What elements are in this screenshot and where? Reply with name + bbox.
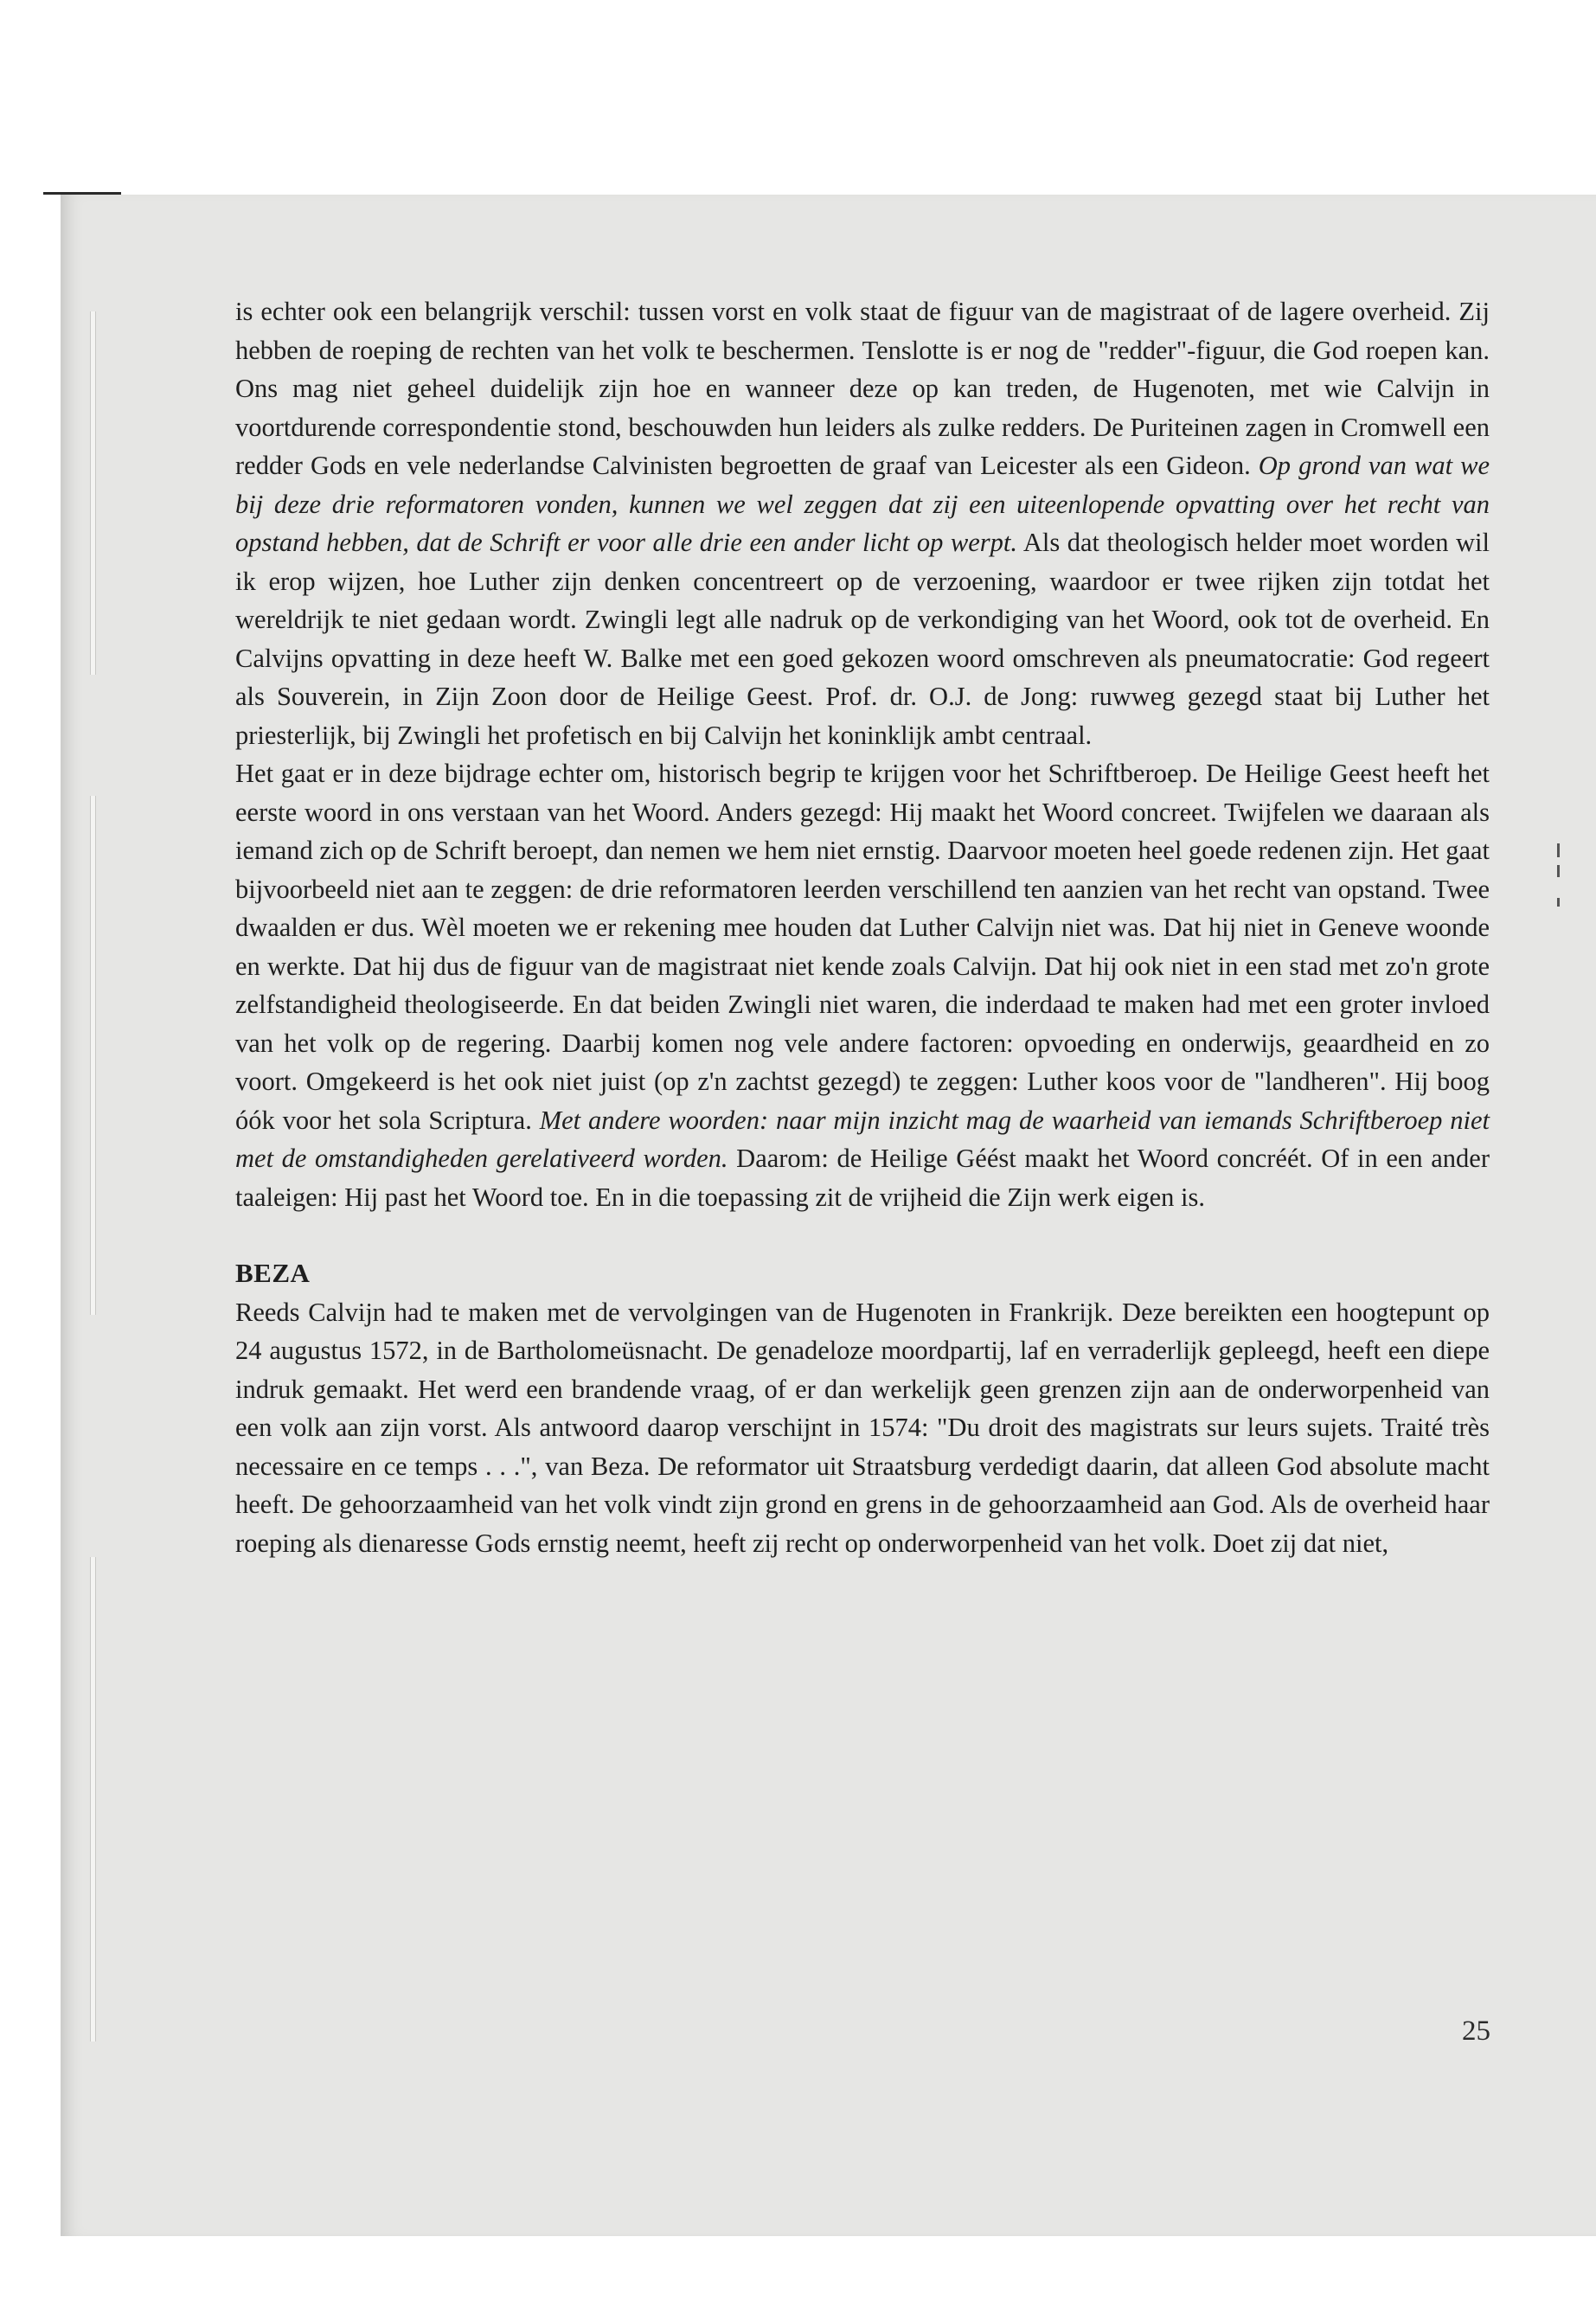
page-number: 25 xyxy=(1462,2016,1490,2047)
paragraph xyxy=(235,754,1490,1216)
italic-text-run: Op grond van wat we bij deze drie reformatoren vonden, kunnen we wel zeggen dat zij een uiteenlopende opvatting over het recht van opstand hebben, dat de Schrift er voor alle drie een ander licht op werpt. xyxy=(235,451,1490,557)
binding-stitch xyxy=(90,311,96,675)
text-run: Als dat theologisch helder moet worden wil ik erop wijzen, hoe Luther zijn denken concentreert op de verzoening, waardoor er twee rijken zijn totdat het wereldrijk te niet gedaan wordt. Zwingli legt alle nadruk op de verkondiging van het Woord, ook tot de overheid. En Calvijns opvatting in deze heeft W. Balke met een goed gekozen woord omschreven als pneumatocratie: God regeert als Souverein, in Zijn Zoon door de Heilige Geest. Prof. dr. O.J. de Jong: ruwweg gezegd staat bij Luther het priesterlijk, bij Zwingli het profetisch en bij Calvijn het koninklijk ambt centraal. xyxy=(235,528,1490,750)
edge-mark xyxy=(1557,898,1560,907)
text-run: Het gaat er in deze bijdrage echter om, historisch begrip te krijgen voor het Schriftberoep. De Heilige Geest heeft het eerste woord in ons verstaan van het Woord. Anders gezegd: Hij maakt het Woord concreet. Twijfelen we daaraan als iemand zich op de Schrift beroept, dan nemen we hem niet ernstig. Daarvoor moeten heel goede redenen zijn. Het gaat bijvoorbeeld niet aan te zeggen: de drie reformatoren leerden verschillend ten aanzien van het recht van opstand. Twee dwaalden er dus. Wèl moeten we er rekening mee houden dat Luther Calvijn niet was. Dat hij niet in Geneve woonde en werkte. Dat hij dus de figuur van de magistraat niet kende zoals Calvijn. Dat hij ook niet in een stad met zo'n grote zelfstandigheid theologiseerde. En dat beiden Zwingli niet waren, die inderdaad te maken had met een groter invloed van het volk op de regering. Daarbij komen nog vele andere factoren: opvoeding en onderwijs, geaardheid en zo voort. Omgekeerd is het ook niet juist (op z'n zachtst gezegd) te zeggen: Luther koos voor de "landheren". Hij boog óók voor het sola Scriptura. xyxy=(235,759,1490,1135)
section-heading: BEZA xyxy=(235,1258,311,1288)
binding-stitch xyxy=(90,796,96,1315)
binding-stitch xyxy=(90,1557,96,2041)
body-text xyxy=(235,292,1490,1562)
text-run: is echter ook een belangrijk verschil: tussen vorst en volk staat de figuur van de magistraat of de lagere overheid. Zij hebben de roeping de rechten van het volk te beschermen. Tenslotte is er nog de "redder"-figuur, die God roepen kan. Ons mag niet geheel duidelijk zijn hoe en wanneer deze op kan treden, de Hugenoten, met wie Calvijn in voortdurende correspondentie stond, beschouwden hun leiders als zulke redders. De Puriteinen zagen in Cromwell een redder Gods en vele nederlandse Calvinisten begroetten de graaf van Leicester als een Gideon. xyxy=(235,297,1490,480)
paragraph: Reeds Calvijn had te maken met de vervolgingen van de Hugenoten in Frankrijk. Deze bereikten een hoogtepunt op 24 augustus 1572, in de Bartholomeüsnacht. De genadeloze moordpartij, laf en verraderlijk gepleegd, heeft een diepe indruk gemaakt. Het werd een brandende vraag, of er dan werkelijk geen grenzen zijn aan de onderworpenheid van een volk aan zijn vorst. Als antwoord daarop verschijnt in 1574: "Du droit des magistrats sur leurs sujets. Traité très necessaire en ce temps . . .", van Beza. De reformator uit Straatsburg verdedigt daarin, dat alleen God absolute macht heeft. De gehoorzaamheid van het volk vindt zijn grond en grens in de gehoorzaamheid aan God. Als de overheid haar roeping als dienaresse Gods ernstig neemt, heeft zij recht op onderworpenheid van het volk. Doet zij dat niet, xyxy=(235,1297,1490,1558)
page-fold-mark xyxy=(43,192,121,195)
paragraph xyxy=(235,292,1490,754)
edge-mark xyxy=(1557,865,1560,877)
text-run: Daarom: de Heilige Géést maakt het Woord concréét. Of in een ander taaleigen: Hij past het Woord toe. En in die toepassing zit de vrijheid die Zijn werk eigen is. xyxy=(235,1144,1490,1212)
edge-mark xyxy=(1557,843,1560,857)
italic-text-run: Met andere woorden: naar mijn inzicht mag de waarheid van iemands Schriftberoep niet met de omstandigheden gerelativeerd worden. xyxy=(235,1105,1490,1173)
